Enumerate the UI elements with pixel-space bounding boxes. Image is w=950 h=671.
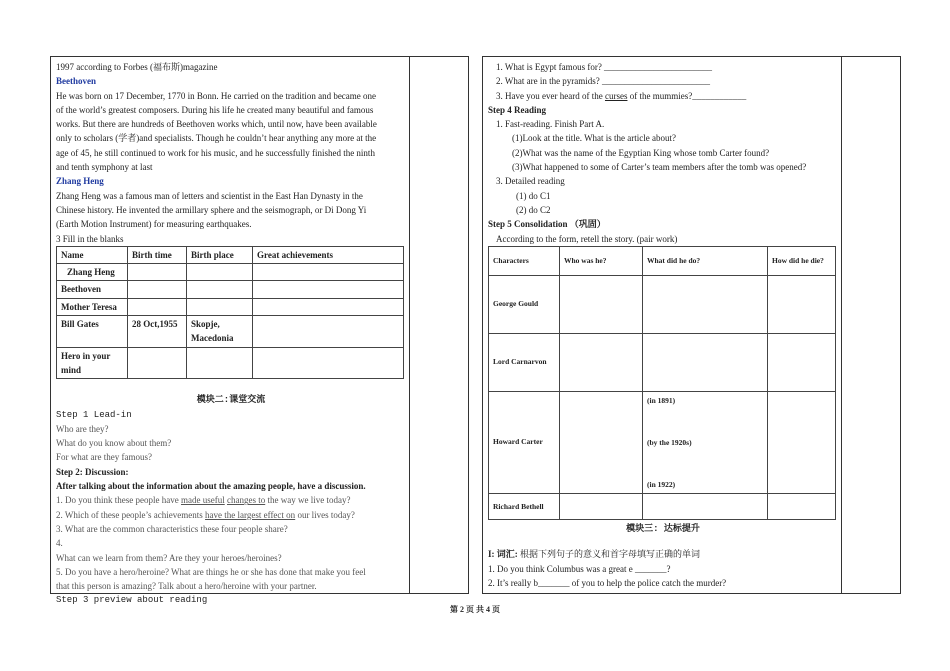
cell-character: Richard Bethell	[489, 494, 560, 520]
table-row	[57, 264, 404, 281]
zhang-heng-heading: Zhang Heng	[56, 176, 104, 187]
cell-input[interactable]	[643, 494, 768, 520]
text-line: and tenth symphony at last	[56, 162, 153, 173]
module-3-heading: 模块三: 达标提升	[626, 524, 700, 535]
cell-input[interactable]	[253, 264, 404, 281]
col-header-achievements: Great achievements	[253, 246, 404, 263]
table-row	[57, 281, 404, 298]
cell-input[interactable]	[187, 347, 253, 379]
cell-carter-notes[interactable]	[643, 391, 768, 493]
task-item: (1) do C1	[516, 190, 551, 201]
step-1-heading: Step 1 Lead-in	[56, 409, 132, 420]
table-row	[57, 316, 404, 348]
cell-birth-place: Skopje, Macedonia	[187, 316, 253, 348]
retell-instruction: According to the form, retell the story. (pair work)	[496, 233, 678, 244]
col-header-how-die: How did he die?	[768, 246, 836, 275]
cell-input[interactable]	[560, 494, 643, 520]
cell-birth-time: 28 Oct,1955	[128, 316, 187, 348]
cell-input[interactable]	[768, 333, 836, 391]
cell-input[interactable]	[560, 391, 643, 493]
cell-name: Mother Teresa	[57, 298, 128, 315]
step-3-heading: Step 3 preview about reading	[56, 595, 208, 606]
table-header-row	[57, 246, 404, 263]
cell-input[interactable]	[253, 281, 404, 298]
text-line: (Earth Motion Instrument) for measuring earthquakes.	[56, 219, 252, 230]
vocab-question: 2. It’s really b_______ of you to help the police catch the murder?	[488, 578, 727, 589]
preview-question: 1. What is Egypt famous for? ________________________	[496, 62, 713, 72]
reading-question: (3)What happened to some of Carter’s team members after the tomb was opened?	[512, 162, 807, 173]
col-header-what: What did he do?	[643, 246, 768, 275]
col-header-who: Who was he?	[560, 246, 643, 275]
people-table	[56, 246, 404, 379]
cell-input[interactable]	[253, 347, 404, 379]
cell-input[interactable]	[187, 298, 253, 315]
discussion-question: 4.	[56, 538, 63, 549]
preview-question: 2. What are in the pyramids? ________________________	[496, 76, 711, 87]
cell-input[interactable]	[187, 281, 253, 298]
text-line: He was born on 17 December, 1770 in Bonn. He carried on the tradition and became one	[56, 90, 377, 101]
text-line: Zhang Heng was a famous man of letters and scientist in the East Han Dynasty in the	[56, 190, 363, 201]
detailed-reading-label: 3. Detailed reading	[496, 176, 565, 187]
margin-divider	[409, 57, 410, 593]
cell-input[interactable]	[643, 333, 768, 391]
beethoven-heading: Beethoven	[56, 76, 96, 87]
task-item: (2) do C2	[516, 204, 551, 215]
text-line: works. But there are hundreds of Beethoven works which, until now, have been available	[56, 119, 377, 130]
col-header-name: Name	[57, 246, 128, 263]
step-4-heading: Step 4 Reading	[488, 104, 547, 115]
question: Who are they?	[56, 423, 109, 434]
cell-input[interactable]	[560, 275, 643, 333]
cell-input[interactable]	[128, 264, 187, 281]
cell-name: Zhang Heng	[57, 264, 128, 281]
discussion-question: 2. Which of these people’s achievements have the largest effect on our lives today?	[56, 509, 355, 520]
text-line: Chinese history. He invented the armillary sphere and the seismograph, or Di Dong Yi	[56, 204, 367, 215]
table-row	[489, 275, 836, 333]
discussion-question: 3. What are the common characteristics these four people share?	[56, 523, 288, 534]
text-line: 1997 according to Forbes (福布斯)magazine	[56, 62, 218, 72]
right-column	[482, 56, 901, 594]
reading-question: (1)Look at the title. What is the article about?	[512, 133, 677, 144]
discussion-question: 5. Do you have a hero/heroine? What are things he or she has done that make you feel	[56, 566, 366, 577]
table-row	[489, 494, 836, 520]
discussion-question: What can we learn from them? Are they your heroes/heroines?	[56, 552, 282, 563]
carter-note: (by the 1920s)	[647, 437, 692, 447]
vocab-heading: I: 词汇: 根据下列句子的意义和首字母填写正确的单词	[488, 549, 701, 560]
cell-name: Bill Gates	[57, 316, 128, 348]
table-row	[489, 333, 836, 391]
cell-input[interactable]	[768, 275, 836, 333]
left-content	[56, 60, 406, 608]
table-row	[489, 391, 836, 493]
cell-input[interactable]	[253, 298, 404, 315]
reading-question: (2)What was the name of the Egyptian King whose tomb Carter found?	[512, 147, 770, 158]
col-header-birth-place: Birth place	[187, 246, 253, 263]
text-line: of the world’s greatest composers. During his life he created many beautiful and famous	[56, 104, 374, 115]
module-2-heading: 模块二:课堂交流	[196, 395, 266, 406]
cell-input[interactable]	[560, 333, 643, 391]
cell-input[interactable]	[128, 298, 187, 315]
question: For what are they famous?	[56, 452, 152, 463]
page-footer: 第 2 页 共 4 页	[450, 605, 500, 614]
cell-character: Howard Carter	[489, 391, 560, 493]
text-line: only to scholars (学者)and specialists. Though he couldn’t hear anything any more at the	[56, 133, 377, 144]
discussion-question: 1. Do you think these people have made useful changes to the way we live today?	[56, 495, 351, 506]
cell-input[interactable]	[128, 281, 187, 298]
table-row	[57, 347, 404, 379]
table-header-row	[489, 246, 836, 275]
vocab-question: 1. Do you think Columbus was a great e _______?	[488, 563, 671, 574]
carter-note: (in 1891)	[647, 395, 676, 405]
step-5-heading: Step 5 Consolidation （巩固）	[488, 219, 606, 230]
cell-character: George Gould	[489, 275, 560, 333]
cell-input[interactable]	[187, 264, 253, 281]
col-header-characters: Characters	[489, 246, 560, 275]
cell-name: Hero in your mind	[57, 347, 128, 379]
carter-note: (in 1922)	[647, 479, 676, 489]
col-header-birth-time: Birth time	[128, 246, 187, 263]
consolidation-table	[488, 246, 836, 520]
cell-input[interactable]	[253, 316, 404, 348]
step-2-description: After talking about the information about the amazing people, have a discussion.	[56, 481, 366, 492]
step-2-heading: Step 2: Discussion:	[56, 466, 129, 477]
preview-question: 3. Have you ever heard of the curses of the mummies?____________	[496, 90, 747, 101]
cell-input[interactable]	[768, 494, 836, 520]
right-content	[488, 60, 838, 590]
table-row	[57, 298, 404, 315]
left-column	[50, 56, 469, 606]
cell-name: Beethoven	[57, 281, 128, 298]
cell-input[interactable]	[128, 347, 187, 379]
discussion-question: that this person is amazing? Talk about a hero/heroine with your partner.	[56, 581, 317, 592]
margin-divider	[841, 57, 842, 593]
fill-blanks-label: 3 Fill in the blanks	[56, 233, 124, 244]
question: What do you know about them?	[56, 438, 172, 449]
cell-input[interactable]	[643, 275, 768, 333]
text-line: age of 45, he still continued to work for his music, and he successfully finished the ninth	[56, 147, 375, 158]
fast-reading-label: 1. Fast-reading. Finish Part A.	[496, 119, 605, 130]
cell-input[interactable]	[768, 391, 836, 493]
cell-character: Lord Carnarvon	[489, 333, 560, 391]
